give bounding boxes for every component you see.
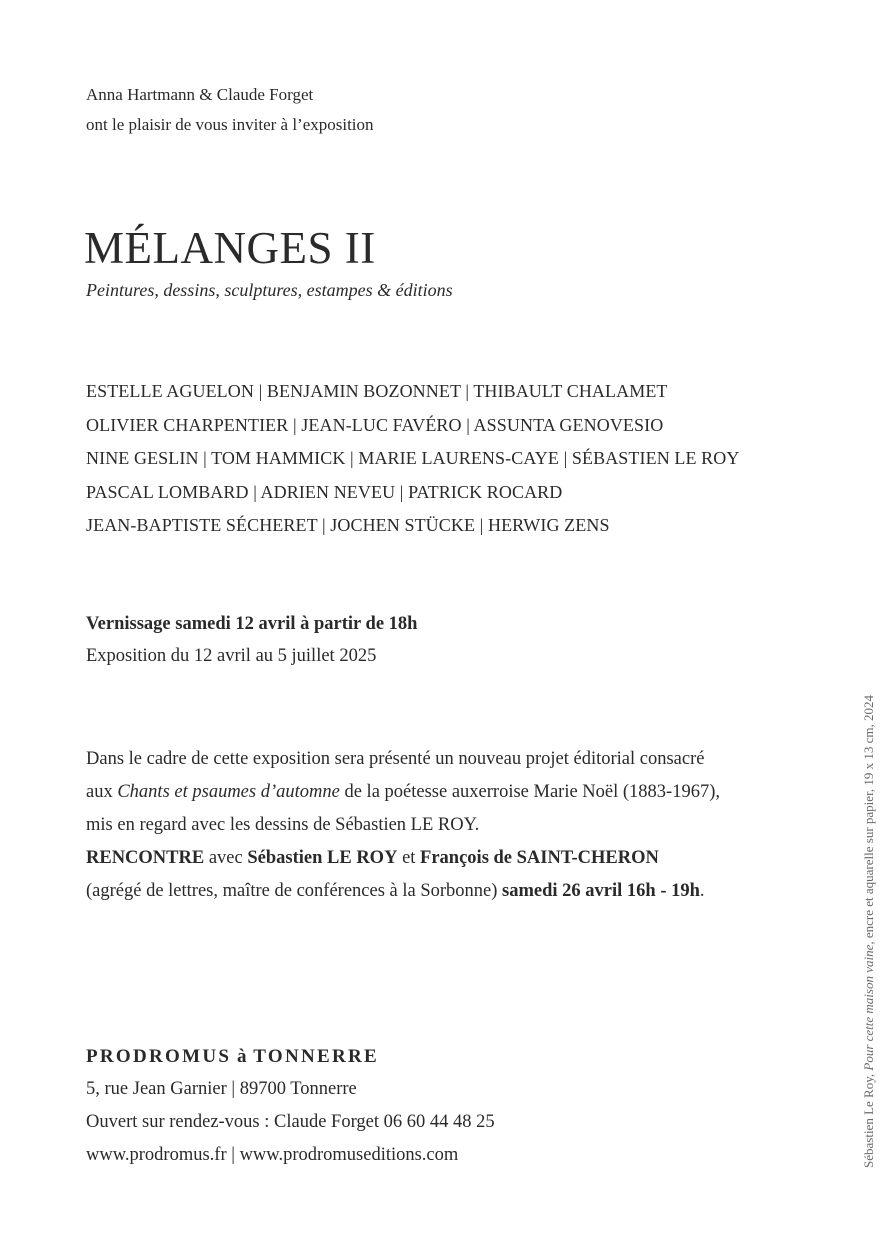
venue-name-part: TONNERRE (253, 1046, 379, 1067)
editorial-paragraph (86, 743, 720, 908)
paragraph-text: . (699, 881, 705, 901)
vernissage-date: Vernissage samedi 12 avril à partir de 18h (86, 614, 418, 634)
artists-line: OLIVIER CHARPENTIER | JEAN-LUC FAVÉRO | ASSUNTA GENOVESIO (86, 414, 664, 435)
rencontre-label: RENCONTRE (86, 848, 205, 868)
paragraph-text: avec (204, 848, 248, 868)
venue-name-part: à (231, 1046, 254, 1067)
paragraph-text: et (397, 848, 421, 868)
credit-details: , encre et aquarelle sur papier, 19 x 13 cm, 2024 (861, 694, 876, 945)
artists-line: JEAN-BAPTISTE SÉCHERET | JOCHEN STÜCKE | HERWIG ZENS (86, 515, 610, 535)
paragraph-line: mis en regard avec les dessins de Sébastien LE ROY. (86, 815, 480, 835)
venue-hours: Ouvert sur rendez-vous : Claude Forget 06 60 44 48 25 (86, 1112, 495, 1132)
credit-artist: Sébastien Le Roy, (861, 1070, 876, 1168)
paragraph-line (86, 842, 720, 875)
dates-block (86, 608, 417, 672)
artists-line: NINE GESLIN | TOM HAMMICK | MARIE LAURENS-CAYE | SÉBASTIEN LE ROY (86, 448, 740, 468)
venue-address: 5, rue Jean Garnier | 89700 Tonnerre (86, 1079, 357, 1099)
guest-name: François de SAINT-CHERON (420, 848, 659, 868)
venue-name (86, 1040, 495, 1073)
exhibition-subtitle: Peintures, dessins, sculptures, estampes & éditions (86, 280, 453, 300)
exhibition-title: MÉLANGES II (84, 223, 376, 273)
venue-websites[interactable]: www.prodromus.fr | www.prodromuseditions.com (86, 1145, 459, 1165)
venue-block (86, 1040, 495, 1172)
paragraph-text: (agrégé de lettres, maître de conférences à la Sorbonne) (86, 881, 503, 901)
artists-line: ESTELLE AGUELON | BENJAMIN BOZONNET | THIBAULT CHALAMET (86, 381, 668, 401)
artists-line: PASCAL LOMBARD | ADRIEN NEVEU | PATRICK ROCARD (86, 481, 563, 502)
rencontre-date: samedi 26 avril 16h - 19h (502, 881, 700, 901)
exhibition-dates: Exposition du 12 avril au 5 juillet 2025 (86, 646, 377, 666)
paragraph-line (86, 875, 720, 908)
paragraph-line (86, 776, 720, 809)
credit-work-title: Pour cette maison vaine (861, 944, 876, 1071)
artists-list (86, 375, 740, 543)
venue-name-part: PRODROMUS (86, 1046, 232, 1067)
paragraph-text: aux (86, 782, 118, 802)
paragraph-text: de la poétesse auxerroise Marie Noël (1883-1967), (339, 782, 720, 802)
hosts-invitation: ont le plaisir de vous inviter à l’exposition (86, 115, 374, 134)
guest-name: Sébastien LE ROY (247, 848, 398, 868)
hosts-block (86, 80, 374, 140)
book-title: Chants et psaumes d’automne (117, 782, 340, 802)
paragraph-line: Dans le cadre de cette exposition sera présenté un nouveau projet éditorial consacré (86, 749, 705, 769)
hosts-names: Anna Hartmann & Claude Forget (86, 85, 314, 104)
artwork-credit (861, 695, 877, 1168)
